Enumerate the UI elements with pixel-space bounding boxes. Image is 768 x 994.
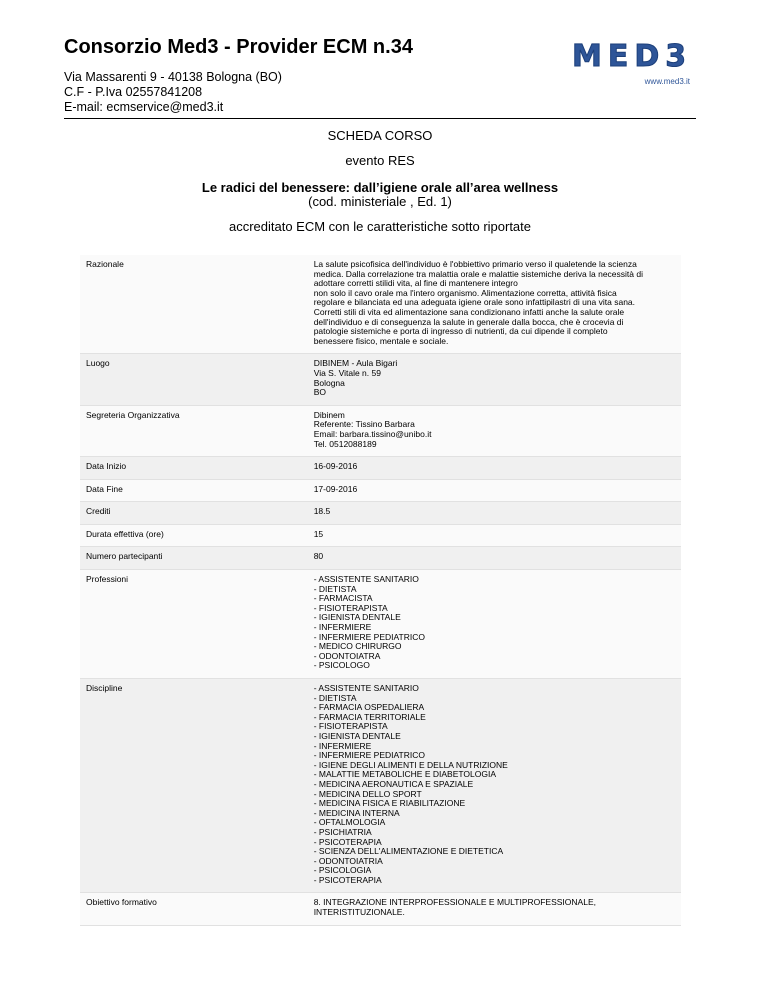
table-row [80, 893, 681, 925]
value-line: - IGIENISTA DENTALE [313, 612, 401, 623]
provider-vat: C.F - P.Iva 02557841208 [64, 85, 203, 99]
value-line: - MEDICINA DELLO SPORT [313, 788, 422, 799]
course-details-table [80, 255, 681, 926]
row-value [308, 679, 681, 893]
row-label: Razionale [80, 255, 308, 354]
table-row [80, 255, 681, 354]
value-line: - FARMACISTA [313, 593, 373, 604]
table-row [80, 524, 681, 547]
value-line: - IGIENE DEGLI ALIMENTI E DELLA NUTRIZIONE [313, 759, 508, 770]
value-line: Email: barbara.tissino@unibo.it [313, 428, 432, 439]
row-label: Crediti [80, 502, 308, 525]
value-line: - FISIOTERAPISTA [313, 602, 388, 613]
value-line: 15 [313, 528, 324, 539]
provider-title: Consorzio Med3 - Provider ECM n.34 [64, 36, 413, 58]
row-value [308, 502, 681, 525]
value-line: - MEDICO CHIRURGO [313, 641, 402, 652]
row-value [308, 524, 681, 547]
value-line: Tel. 0512088189 [313, 438, 377, 449]
value-line: - INFERMIERE PEDIATRICO [313, 631, 425, 642]
value-line: 16-09-2016 [313, 461, 358, 472]
value-line: - PSICOTERAPIA [313, 836, 382, 847]
value-line: 18.5 [313, 506, 331, 517]
accreditation-note: accreditato ECM con le caratteristiche sotto riportate [228, 219, 532, 234]
row-label: Data Fine [80, 479, 308, 502]
table-row [80, 502, 681, 525]
value-line: adottare corretti stilidi vita, al fine di mantenere integro [313, 278, 518, 289]
row-label: Durata effettiva (ore) [80, 524, 308, 547]
value-line: BO [313, 387, 326, 398]
value-line: - ODONTOIATRA [313, 650, 381, 661]
value-line: benessere fisico, mentale e sociale. [313, 335, 449, 346]
row-label: Data Inizio [80, 457, 308, 480]
row-value [308, 255, 681, 354]
value-line: non solo il cavo orale ma l'intero organismo. Alimentazione corretta, attività fisica [313, 287, 617, 298]
value-line: patologie sistemiche e porta di ingresso di nutrienti, da cui dipende il completo [313, 326, 608, 337]
med3-logo [572, 40, 694, 92]
table-row [80, 457, 681, 480]
course-code: (cod. ministeriale , Ed. 1) [308, 194, 452, 209]
table-row [80, 570, 681, 679]
table-row [80, 405, 681, 456]
value-line: - SCIENZA DELL'ALIMENTAZIONE E DIETETICA [313, 846, 504, 857]
row-value [308, 354, 681, 405]
table-row [80, 547, 681, 570]
value-line: - PSICHIATRIA [313, 826, 372, 837]
table-row [80, 354, 681, 405]
value-line: Corretti stili di vita ed alimentazione sana condizionano infatti anche la salute orale [313, 306, 625, 317]
row-label: Obiettivo formativo [80, 893, 308, 925]
row-label: Luogo [80, 354, 308, 405]
document-type: SCHEDA CORSO [327, 128, 433, 143]
value-line: regolare e bilanciata ed una adeguata igiene orale sono infattipilastri di una vita sana. [313, 297, 636, 308]
value-line: - ODONTOIATRIA [313, 855, 383, 866]
value-line: 80 [313, 551, 324, 562]
header-divider [64, 118, 696, 119]
value-line: - INFERMIERE [313, 622, 372, 633]
value-line: DIBINEM - Aula Bigari [313, 358, 398, 369]
provider-email: E-mail: ecmservice@med3.it [64, 100, 224, 114]
value-line: Referente: Tissino Barbara [313, 419, 415, 430]
row-label: Discipline [80, 679, 308, 893]
provider-address: Via Massarenti 9 - 40138 Bologna (BO) [64, 70, 282, 84]
value-line: - FARMACIA OSPEDALIERA [313, 702, 425, 713]
value-line: - FISIOTERAPISTA [313, 721, 388, 732]
value-line: - MEDICINA FISICA E RIABILITAZIONE [313, 798, 466, 809]
value-line: - ASSISTENTE SANITARIO [313, 574, 419, 585]
value-line: - MEDICINA INTERNA [313, 807, 400, 818]
row-value [308, 547, 681, 570]
row-value [308, 457, 681, 480]
row-label: Numero partecipanti [80, 547, 308, 570]
value-line: - INFERMIERE [313, 740, 372, 751]
value-line: 17-09-2016 [313, 483, 358, 494]
value-line: - DIETISTA [313, 583, 357, 594]
value-line: - PSICOLOGO [313, 660, 370, 671]
provider-contact-block [64, 70, 282, 115]
course-title: Le radici del benessere: dall’igiene orale all’area wellness [201, 180, 559, 195]
value-line: dell'individuo e di conseguenza la salute in generale dalla bocca, che è crocevia di [313, 316, 624, 327]
row-value [308, 570, 681, 679]
row-label: Professioni [80, 570, 308, 679]
logo-url: www.med3.it [644, 77, 690, 86]
table-row [80, 479, 681, 502]
value-line: - IGIENISTA DENTALE [313, 730, 401, 741]
logo-wordmark: MED3 [572, 39, 693, 74]
event-type: evento RES [345, 153, 415, 168]
row-value [308, 405, 681, 456]
value-line: INTERISTITUZIONALE. [313, 907, 405, 918]
value-line: - OFTALMOLOGIA [313, 817, 386, 828]
value-line: - PSICOTERAPIA [313, 874, 382, 885]
value-line: 8. INTEGRAZIONE INTERPROFESSIONALE E MULTIPROFESSIONALE, [313, 897, 596, 908]
value-line: - MALATTIE METABOLICHE E DIABETOLOGIA [313, 769, 497, 780]
value-line: - INFERMIERE PEDIATRICO [313, 750, 425, 761]
value-line: - FARMACIA TERRITORIALE [313, 711, 426, 722]
table-row [80, 679, 681, 893]
value-line: Dibinem [313, 409, 345, 420]
value-line: Bologna [313, 377, 345, 388]
row-value [308, 893, 681, 925]
value-line: La salute psicofisica dell'individuo è l'obbiettivo primario verso il qualetende la scienza [313, 259, 637, 269]
row-value [308, 479, 681, 502]
row-label: Segreteria Organizzativa [80, 405, 308, 456]
value-line: medica. Dalla correlazione tra malattia orale e malattie sistemiche deriva la necessità di [313, 268, 643, 279]
value-line: - PSICOLOGIA [313, 865, 372, 876]
value-line: - MEDICINA AERONAUTICA E SPAZIALE [313, 778, 474, 789]
value-line: - DIETISTA [313, 692, 357, 703]
value-line: Via S. Vitale n. 59 [313, 367, 381, 378]
value-line: - ASSISTENTE SANITARIO [313, 683, 419, 693]
